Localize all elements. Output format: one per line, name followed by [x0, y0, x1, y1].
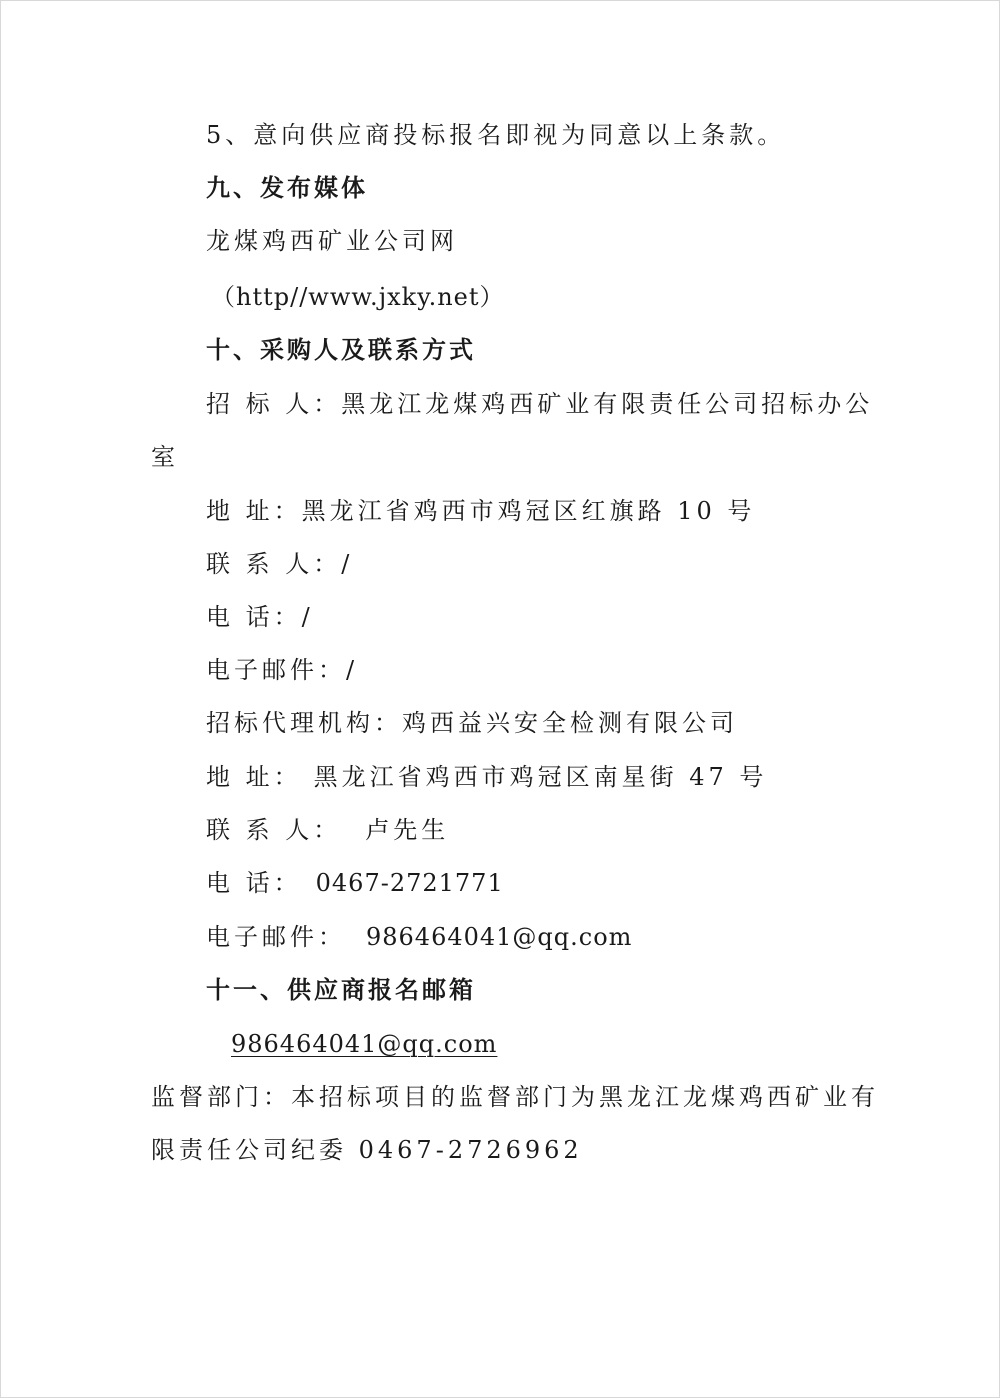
section-9-heading: 九、发布媒体 [206, 173, 368, 202]
clause-5-text: 5、意向供应商投标报名即视为同意以上条款。 [206, 121, 786, 149]
media-url: （http//www.jxky.net） [211, 283, 505, 311]
contact-row [206, 548, 353, 580]
agency-email-row [206, 921, 632, 953]
agency-row [206, 707, 738, 739]
contact-value: / [341, 550, 354, 578]
agency-phone-label: 电 话： [206, 869, 302, 897]
phone-label: 电 话： [206, 603, 302, 631]
agency-email-label: 电子邮件： [206, 923, 346, 951]
phone-value: / [301, 603, 314, 631]
agency-label: 招标代理机构： [206, 709, 402, 737]
agency-email-value: 986464041@qq.com [366, 923, 633, 951]
address-row [206, 495, 755, 527]
address-value: 黑龙江省鸡西市鸡冠区红旗路 10 号 [301, 497, 756, 525]
tenderer-value: 黑龙江龙煤鸡西矿业有限责任公司招标办公 [341, 390, 874, 418]
tenderer-value-continued: 室 [151, 443, 179, 471]
contact-label: 联 系 人： [206, 550, 342, 578]
email-row [206, 654, 358, 686]
agency-phone-row [206, 867, 504, 899]
email-value: / [346, 656, 359, 684]
agency-contact-value: 卢先生 [365, 816, 450, 844]
agency-address-row [206, 761, 767, 793]
section-10-heading: 十、采购人及联系方式 [206, 335, 476, 364]
agency-value: 鸡西益兴安全检测有限公司 [402, 709, 738, 737]
agency-contact-row [206, 814, 449, 846]
section-11-heading: 十一、供应商报名邮箱 [206, 975, 476, 1004]
media-name: 龙煤鸡西矿业公司网 [206, 227, 458, 255]
email-label: 电子邮件： [206, 656, 346, 684]
supervision-text-line-1: 监督部门：本招标项目的监督部门为黑龙江龙煤鸡西矿业有 [151, 1083, 879, 1111]
registration-email-link[interactable]: 986464041@qq.com [231, 1030, 498, 1058]
phone-row [206, 601, 314, 633]
supervision-text-line-2: 限责任公司纪委 0467-2726962 [151, 1136, 583, 1164]
agency-address-label: 地 址： [206, 763, 302, 791]
tenderer-label: 招 标 人： [206, 390, 342, 418]
agency-contact-label: 联 系 人： [206, 816, 342, 844]
tenderer-row [206, 388, 873, 420]
address-label: 地 址： [206, 497, 302, 525]
agency-phone-value: 0467-2721771 [315, 869, 504, 897]
agency-address-value: 黑龙江省鸡西市鸡冠区南星街 47 号 [313, 763, 768, 791]
